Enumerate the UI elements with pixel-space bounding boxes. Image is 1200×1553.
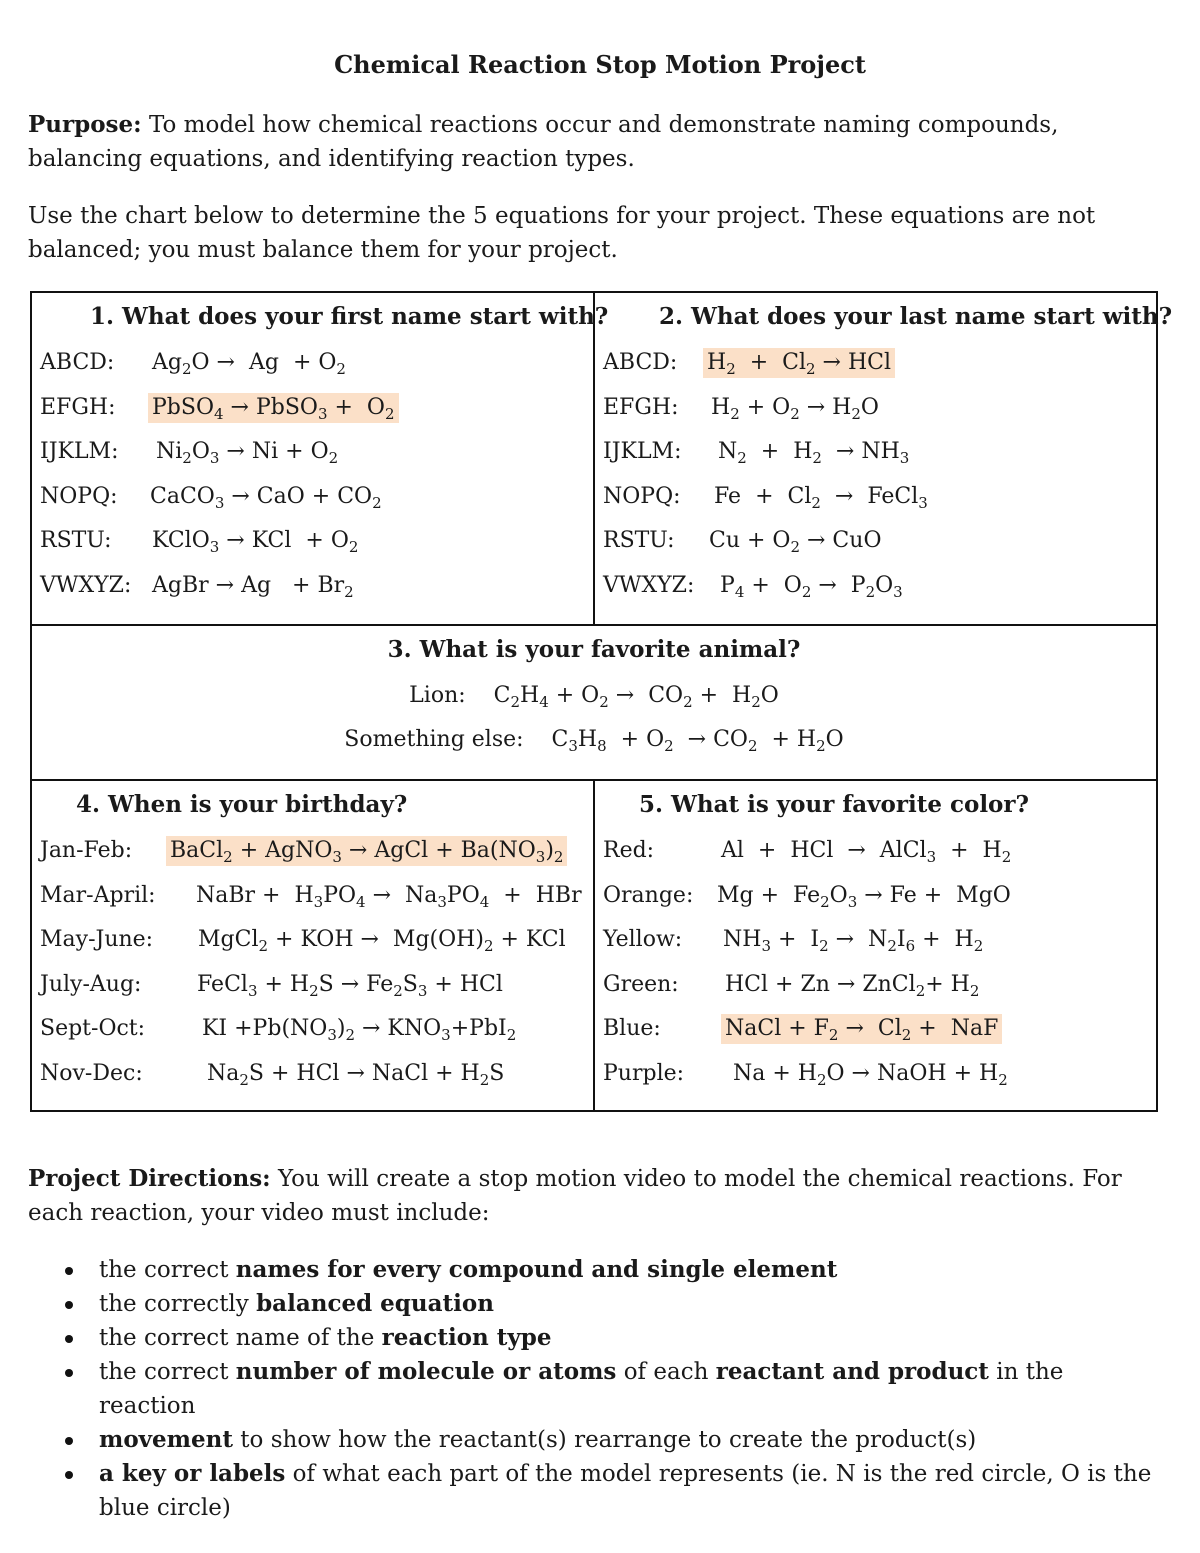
chart-divider <box>593 779 595 1112</box>
q2-question: 2. What does your last name start with? <box>659 303 1173 330</box>
purpose-paragraph <box>28 108 1173 176</box>
equation-label: Nov-Dec: <box>40 1060 143 1086</box>
requirement-text: the correctly balanced equation <box>99 1290 494 1317</box>
equation-label: Red: <box>603 838 655 863</box>
requirement-text: the correct number of molecule or atoms of each reactant and product in the reaction <box>99 1358 1064 1419</box>
equation-row <box>603 836 1158 866</box>
requirement-item <box>55 1423 1165 1457</box>
chemical-equation: $Na + H_2O$ → NaOH + $H_2$ <box>733 1060 1008 1089</box>
q4-question: 4. When is your birthday? <box>76 791 408 818</box>
bullet-icon <box>65 1471 73 1479</box>
equation-label: NOPQ: <box>40 483 118 509</box>
equation-row <box>40 393 590 423</box>
q2-cell <box>603 293 1173 624</box>
equation-label: RSTU: <box>603 528 675 553</box>
q4-cell <box>40 781 590 1112</box>
equation-row <box>603 925 1158 955</box>
chemical-equation: CaCO$_3$ → CaO + $CO_2$ <box>150 483 382 512</box>
equation-row <box>40 482 590 512</box>
q5-cell <box>603 781 1158 1112</box>
equation-row <box>40 925 590 955</box>
q3-question: 3. What is your favorite animal? <box>387 636 801 663</box>
equation-label: IJKLM: <box>603 439 682 464</box>
equation-label: VWXYZ: <box>40 572 132 598</box>
requirement-text: the correct names for every compound and single element <box>99 1256 838 1283</box>
equation-row <box>40 526 590 556</box>
equation-row <box>32 725 1156 755</box>
q3-cell <box>32 626 1156 777</box>
bullet-icon <box>65 1301 73 1309</box>
equation-row <box>603 437 1158 467</box>
chemical-equation: Al + HCl → AlCl$_3$ + $H_2$ <box>721 838 1012 866</box>
equation-row <box>603 970 1158 1000</box>
chart-divider <box>593 293 595 624</box>
purpose-label: Purpose: <box>28 111 142 138</box>
purpose-text: To model how chemical reactions occur and demonstrate naming compounds, balancing equations, and identifying reaction types. <box>28 112 1059 172</box>
chemical-equation: AgBr → $Ag + Br_2$ <box>152 572 354 601</box>
equation-label: July-Aug: <box>40 971 142 997</box>
requirement-text: movement to show how the reactant(s) rearrange to create the product(s) <box>99 1426 977 1453</box>
chemical-equation: $H_2 + O_2 \to H_2O$ <box>711 394 879 423</box>
equation-chart <box>30 291 1173 1112</box>
equation-label: Something else: <box>344 727 524 752</box>
chemical-equation: $Na_2S$ + HCl → NaCl + $H_2S$ <box>207 1060 505 1089</box>
equation-row <box>40 836 590 866</box>
chemical-equation: $Cu + O_2$ → CuO <box>709 528 882 556</box>
equation-label: ABCD: <box>40 350 115 375</box>
equation-label: May-June: <box>40 927 154 952</box>
chemical-equation: KClO$_3$ → KCl + $O_2$ <box>152 528 359 556</box>
instructions-paragraph: Use the chart below to determine the 5 equations for your project. These equations are not balanced; you must balance them for your project. <box>28 203 1096 263</box>
equation-row <box>40 571 590 601</box>
requirement-item <box>55 1253 1165 1287</box>
requirement-item <box>55 1321 1165 1355</box>
requirement-text: the correct name of the reaction type <box>99 1324 552 1351</box>
chemical-equation: $NH_3 + I_2 \to N_2I_6 + H_2$ <box>723 927 984 955</box>
equation-row <box>40 348 590 378</box>
directions-text: You will create a stop motion video to model the chemical reactions. For each reaction, your video must include: <box>28 1166 1122 1226</box>
equation-label: Mar-April: <box>40 882 156 908</box>
equation-label: Purple: <box>603 1060 685 1086</box>
equation-label: Green: <box>603 971 679 997</box>
equation-row <box>40 1014 590 1044</box>
bullet-icon <box>65 1437 73 1445</box>
equation-row <box>603 482 1158 512</box>
q5-question: 5. What is your favorite color? <box>639 791 1029 818</box>
equation-label: Sept-Oct: <box>40 1016 146 1041</box>
equation-label: IJKLM: <box>40 439 119 464</box>
equation-label: VWXYZ: <box>603 572 695 598</box>
chemical-equation: PbSO$_4$ → PbSO$_3$ + $O_2$ <box>148 393 399 423</box>
equation-label: Jan-Feb: <box>40 838 133 863</box>
chemical-equation: BaCl$_2$ + AgNO$_3$ → AgCl + $Ba(NO_3)_2$ <box>166 836 567 866</box>
bullet-icon <box>65 1369 73 1377</box>
page-title: Chemical Reaction Stop Motion Project <box>334 50 866 79</box>
q1-cell <box>40 293 609 624</box>
equation-row <box>40 1059 590 1089</box>
requirements-list <box>55 1253 1165 1525</box>
chemical-equation: $Ni_2O_3 \to Ni + O_2$ <box>156 439 339 467</box>
equation-label: Blue: <box>603 1016 661 1041</box>
bullet-icon <box>65 1267 73 1275</box>
chemical-equation: $Mg + Fe_2O_3 \to Fe$ + MgO <box>717 882 1011 911</box>
requirement-item <box>55 1287 1165 1321</box>
equation-label: NOPQ: <box>603 483 681 509</box>
chemical-equation: NaCl + $F_2 \to Cl_2$ + NaF <box>721 1014 1002 1044</box>
directions-label: Project Directions: <box>28 1165 271 1192</box>
equation-row <box>603 881 1158 911</box>
equation-row <box>603 1059 1158 1089</box>
equation-row <box>603 348 1158 378</box>
equation-label: Orange: <box>603 882 694 908</box>
equation-label: Lion: <box>409 683 466 708</box>
chemical-equation: KI $+Pb(NO_3)_2 \to KNO_3+PbI_2$ <box>202 1016 517 1044</box>
q1-question: 1. What does your first name start with? <box>90 303 609 330</box>
chemical-equation: $N_2 + H_2 \to NH_3$ <box>718 439 910 467</box>
equation-label: EFGH: <box>40 394 116 420</box>
equation-row <box>603 571 1158 601</box>
directions-paragraph <box>28 1162 1173 1230</box>
equation-row <box>32 681 1156 711</box>
chemical-equation: $C_3H_8 + O_2 \to CO_2 + H_2O$ <box>551 727 844 755</box>
equation-label: Yellow: <box>603 927 683 952</box>
chemical-equation: MgCl$_2$ + KOH → $Mg(OH)_2$ + KCl <box>198 927 566 955</box>
equation-row <box>40 881 590 911</box>
chemical-equation: NaBr + $H_3PO_4 \to Na_3PO_4$ + HBr <box>196 882 582 911</box>
chemical-equation: $C_2H_4 + O_2 \to CO_2 + H_2O$ <box>493 683 779 711</box>
equation-row <box>40 970 590 1000</box>
chemical-equation: $P_4 + O_2 \to P_2O_3$ <box>720 572 903 601</box>
chemical-equation: $Fe + Cl_2$ → FeCl$_3$ <box>714 483 928 512</box>
bullet-icon <box>65 1335 73 1343</box>
chemical-equation: FeCl$_3$ + $H_2S \to Fe_2S_3$ + HCl <box>197 971 503 1000</box>
requirement-item <box>55 1355 1165 1423</box>
equation-label: ABCD: <box>603 350 678 375</box>
requirement-item <box>55 1457 1165 1525</box>
equation-label: RSTU: <box>40 528 112 553</box>
equation-row <box>40 437 590 467</box>
equation-row <box>603 393 1158 423</box>
chemical-equation: $H_2 + Cl_2$ → HCl <box>703 348 895 378</box>
requirement-text: a key or labels of what each part of the model represents (ie. N is the red circle, O is the blue circle) <box>99 1460 1152 1521</box>
chemical-equation: $Ag_2O \to Ag + O_2$ <box>152 350 346 378</box>
equation-row <box>603 526 1158 556</box>
chemical-equation: HCl + Zn → ZnCl$_2$+ $H_2$ <box>725 971 980 1000</box>
equation-row <box>603 1014 1158 1044</box>
equation-label: EFGH: <box>603 394 679 420</box>
